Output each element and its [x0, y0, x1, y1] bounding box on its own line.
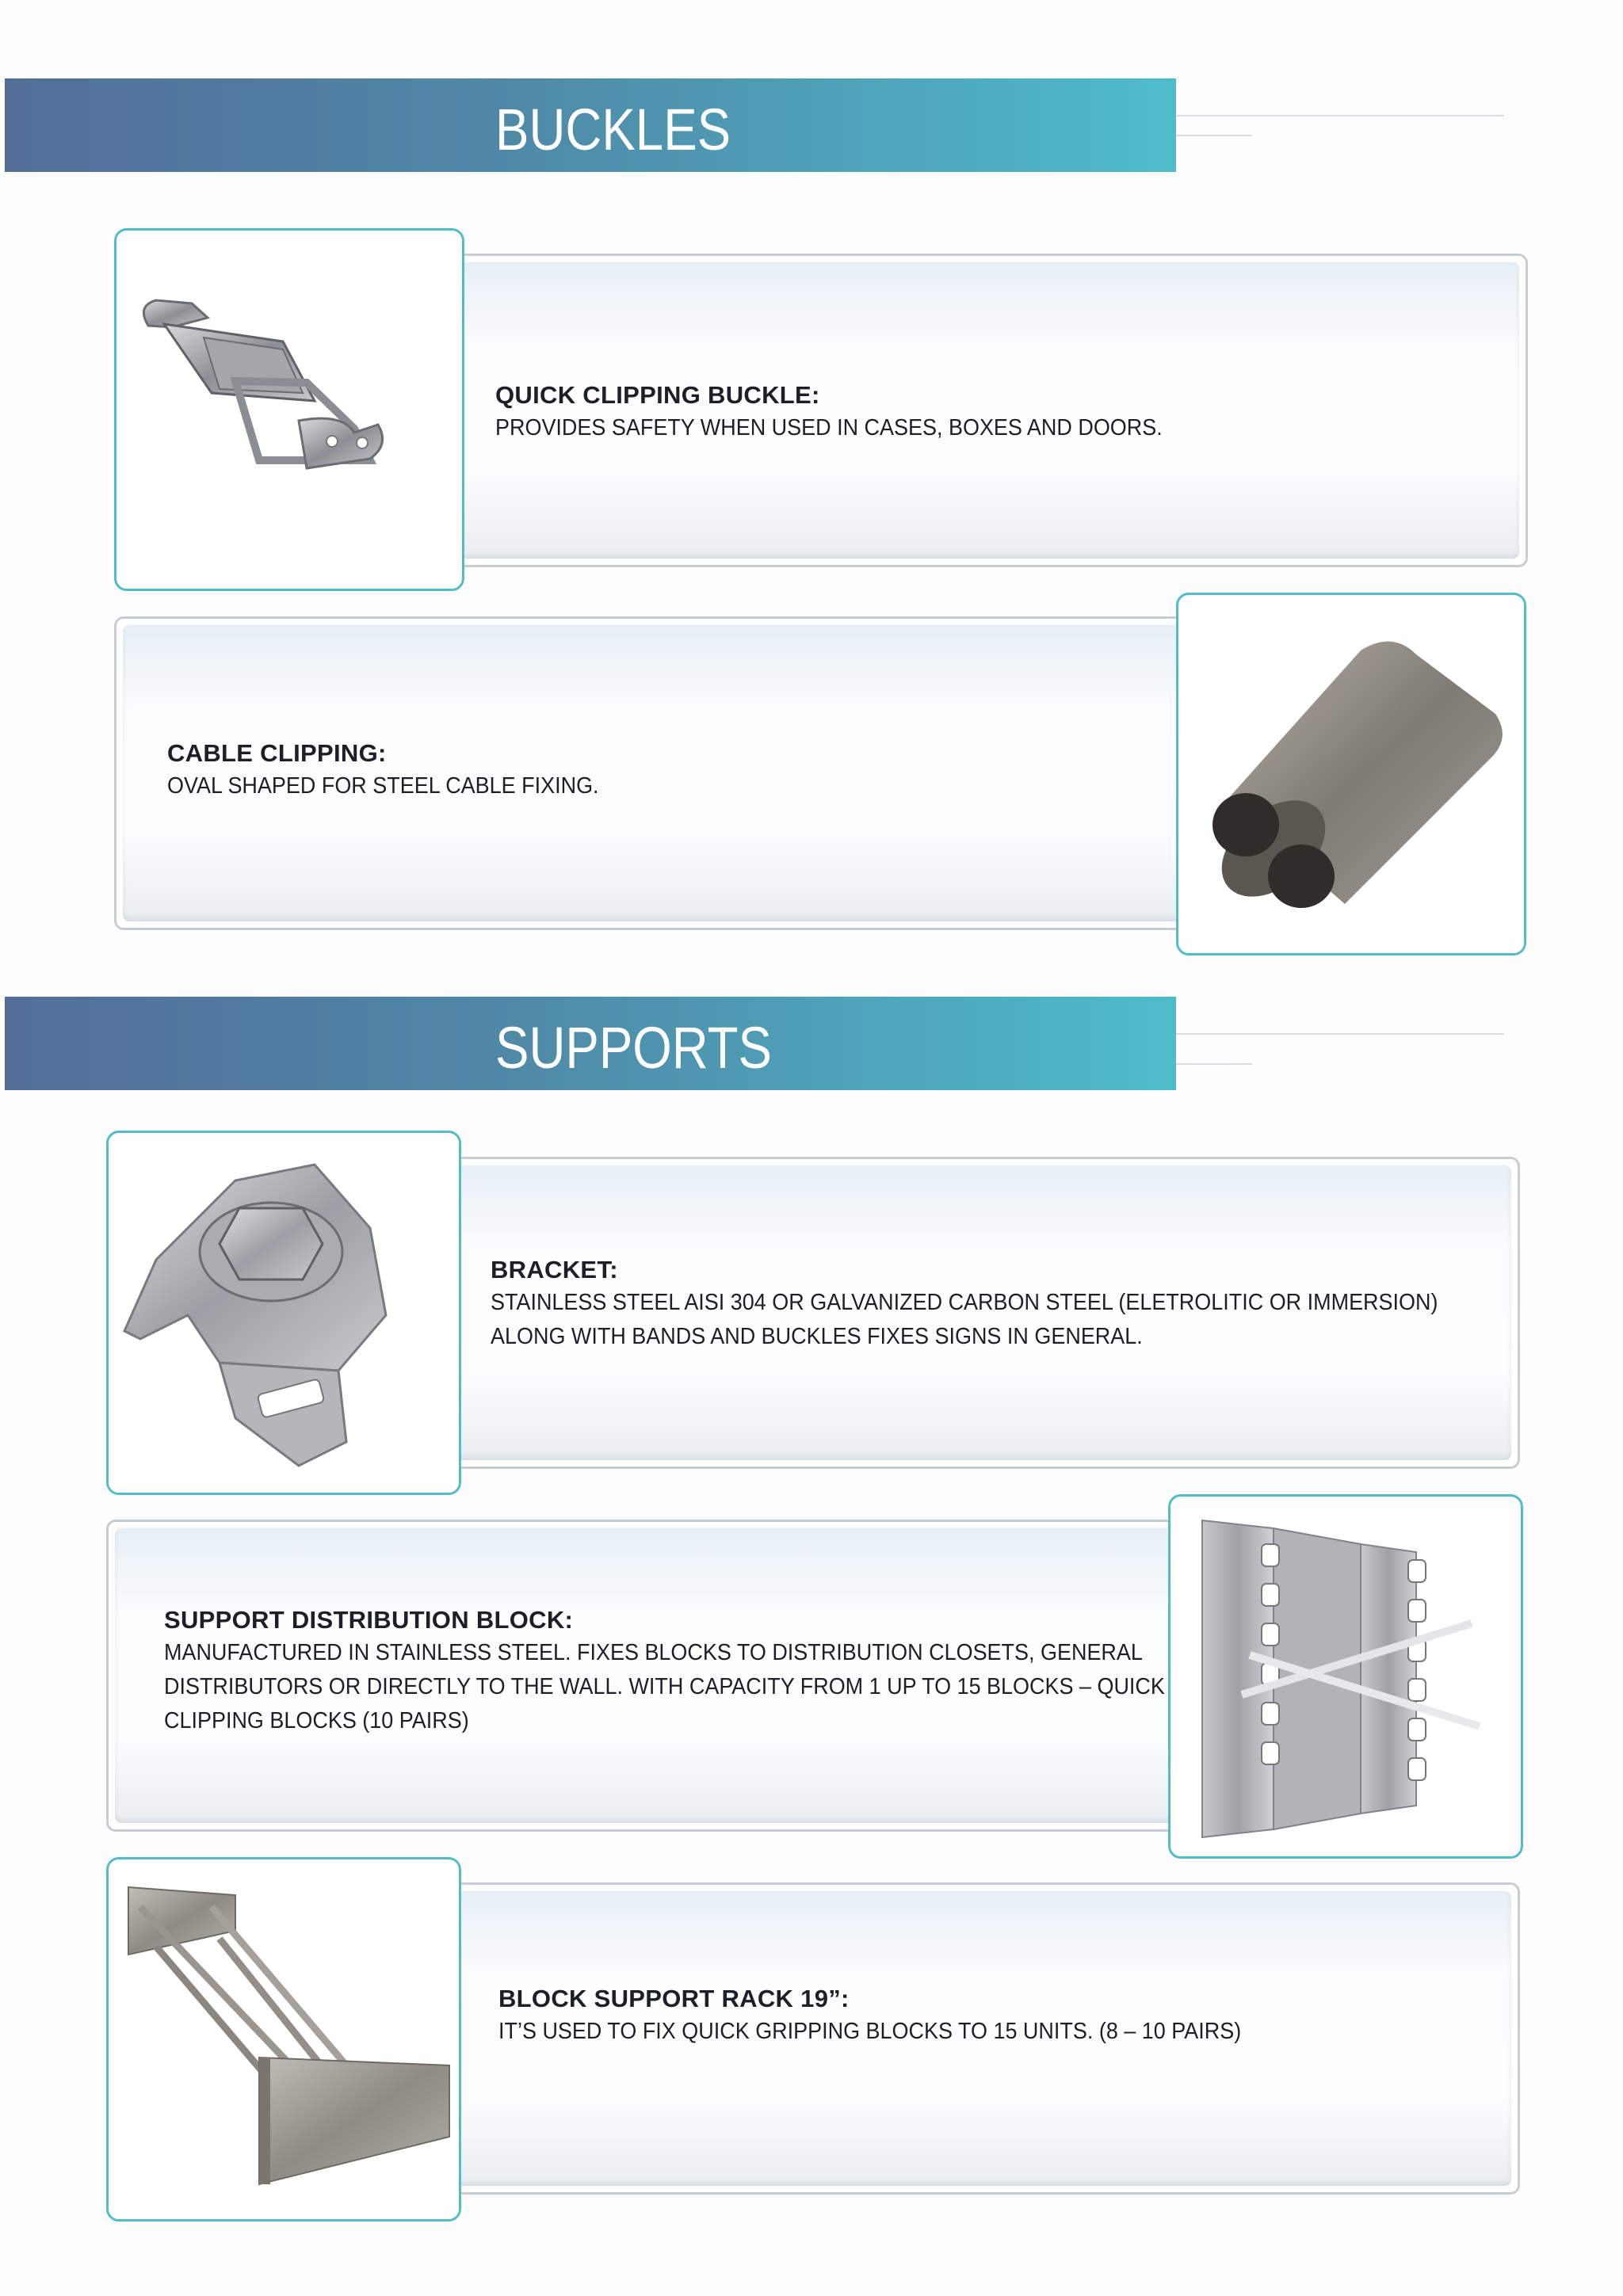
description-line: OVAL SHAPED FOR STEEL CABLE FIXING. — [167, 773, 599, 799]
description-line: DISTRIBUTORS OR DIRECTLY TO THE WALL. WITH CAPACITY FROM 1 UP TO 15 BLOCKS – QUICK — [164, 1674, 1165, 1699]
product-text — [495, 381, 1212, 445]
product-text — [498, 1985, 1297, 2049]
product-image-cable-clipping — [1176, 593, 1526, 955]
distribution-block-image — [1170, 1497, 1521, 1856]
section-banner-supports — [5, 997, 1176, 1090]
description-line: ALONG WITH BANDS AND BUCKLES FIXES SIGNS IN GENERAL. — [491, 1324, 1143, 1349]
description-line: CLIPPING BLOCKS (10 PAIRS) — [164, 1708, 469, 1733]
product-image-block-support-rack — [106, 1857, 461, 2222]
product-card-support-distribution-block — [106, 1520, 1186, 1832]
product-image-bracket — [106, 1131, 461, 1495]
rack-image — [109, 1859, 459, 2219]
product-description — [167, 769, 599, 803]
product-text — [164, 1606, 1240, 1738]
product-image-support-distribution-block — [1168, 1494, 1523, 1859]
decorative-line — [1176, 1033, 1504, 1035]
section-title-buckles: BUCKLES — [495, 97, 731, 162]
decorative-line — [1176, 135, 1252, 136]
product-card-quick-clipping-buckle — [444, 254, 1528, 567]
description-line: IT’S USED TO FIX QUICK GRIPPING BLOCKS TO 15 UNITS. (8 – 10 PAIRS) — [498, 2019, 1242, 2044]
product-name: BRACKET: — [491, 1256, 618, 1283]
bracket-image — [109, 1133, 459, 1493]
section-title-supports: SUPPORTS — [495, 1015, 772, 1081]
product-card-bracket — [441, 1157, 1520, 1469]
product-description — [164, 1636, 1165, 1738]
product-description — [498, 2015, 1241, 2049]
product-description — [495, 411, 1163, 445]
product-name: SUPPORT DISTRIBUTION BLOCK: — [164, 1606, 574, 1634]
description-line: MANUFACTURED IN STAINLESS STEEL. FIXES BLOCKS TO DISTRIBUTION CLOSETS, GENERAL — [164, 1640, 1143, 1665]
product-text — [167, 739, 632, 803]
product-name: CABLE CLIPPING: — [167, 739, 387, 767]
section-banner-buckles — [5, 78, 1176, 172]
product-name: QUICK CLIPPING BUCKLE: — [495, 381, 820, 409]
buckle-image — [116, 231, 462, 589]
decorative-line — [1176, 115, 1504, 116]
product-card-block-support-rack — [441, 1882, 1520, 2195]
product-image-quick-clipping-buckle — [114, 228, 464, 591]
product-description — [491, 1286, 1438, 1354]
description-line: PROVIDES SAFETY WHEN USED IN CASES, BOXES AND DOORS. — [495, 415, 1163, 441]
cable-clip-image — [1178, 595, 1524, 953]
product-text — [491, 1256, 1509, 1354]
decorative-line — [1176, 1063, 1252, 1065]
product-card-cable-clipping — [114, 616, 1198, 930]
description-line: STAINLESS STEEL AISI 304 OR GALVANIZED CARBON STEEL (ELETROLITIC OR IMMERSION) — [491, 1290, 1438, 1315]
product-name: BLOCK SUPPORT RACK 19”: — [498, 1985, 850, 2012]
